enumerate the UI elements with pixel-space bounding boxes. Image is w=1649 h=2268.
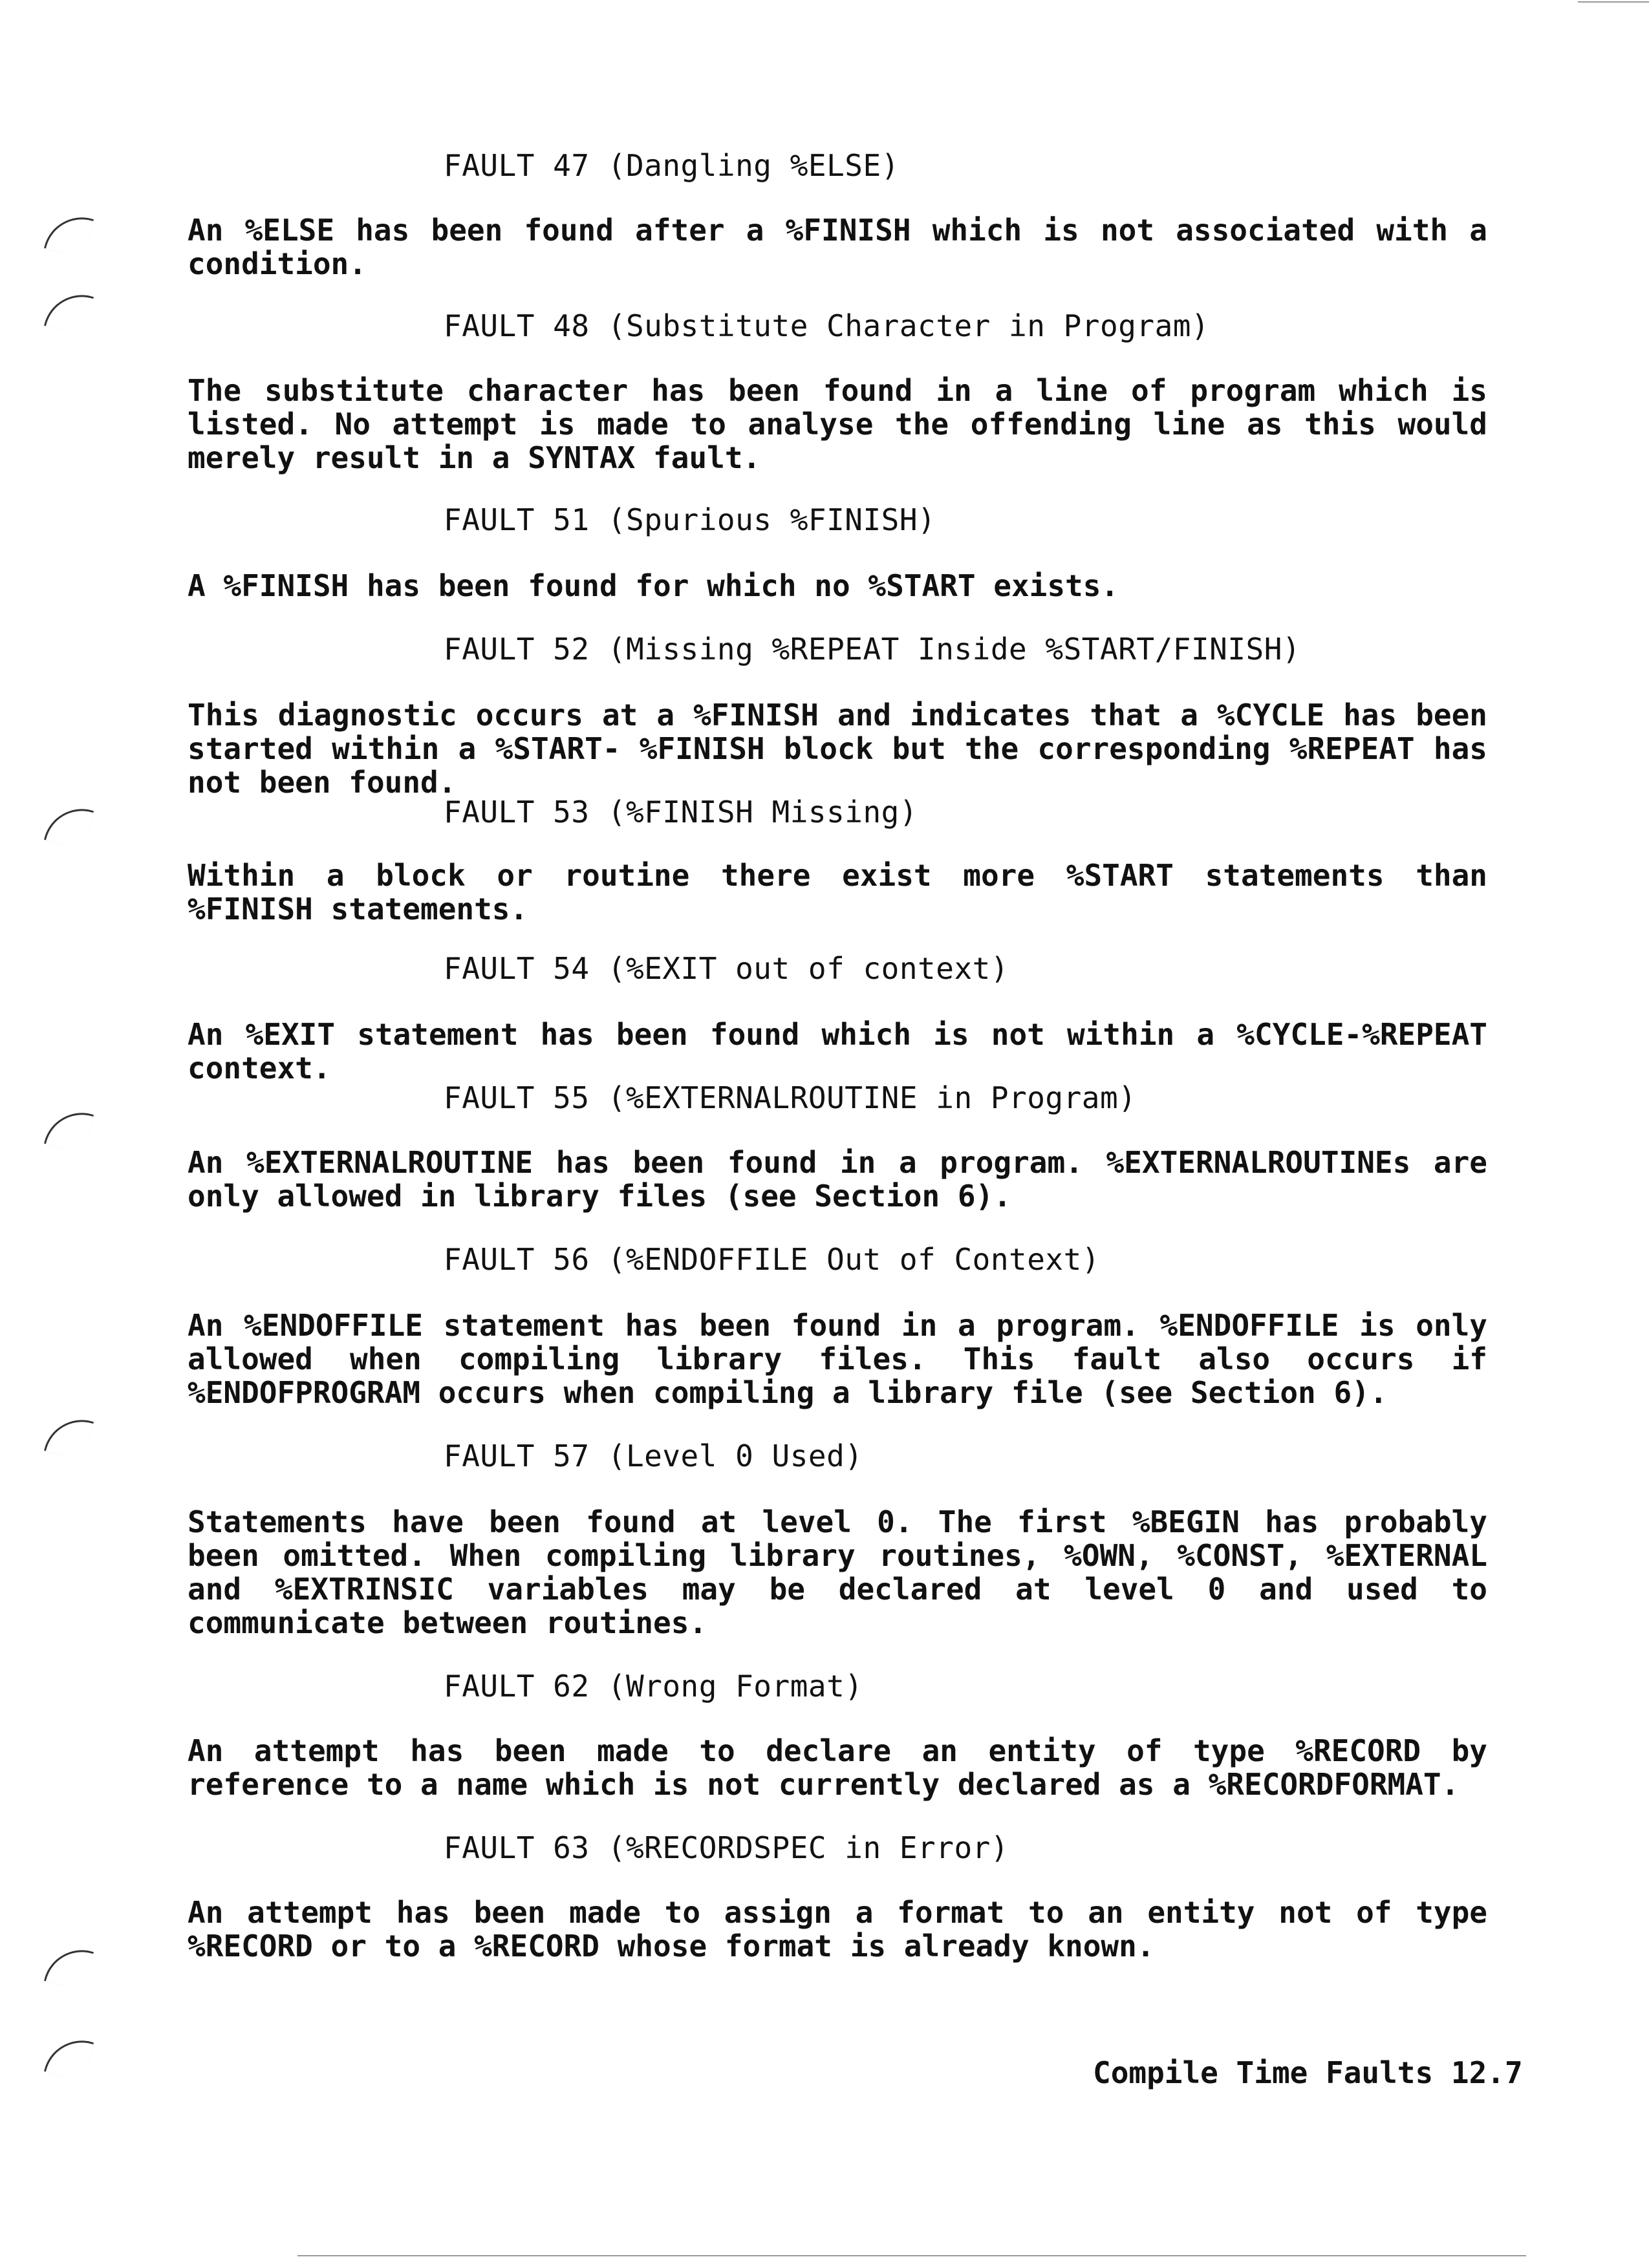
margin-mark	[44, 1104, 94, 1154]
fault-heading: FAULT 56 (%ENDOFFILE Out of Context)	[444, 1242, 1100, 1277]
fault-description: Statements have been found at level 0. The first %BEGIN has probably been omitted. When compiling library routines, %OWN, %CONST, %EXTERNAL and %EXTRINSIC variables may be declared at level 0 and used to communicate between routines.	[188, 1504, 1487, 1640]
fault-heading: FAULT 51 (Spurious %FINISH)	[444, 502, 936, 537]
fault-heading: FAULT 52 (Missing %REPEAT Inside %START/FINISH)	[444, 632, 1301, 667]
fault-heading: FAULT 55 (%EXTERNALROUTINE in Program)	[444, 1080, 1137, 1115]
margin-mark	[44, 800, 94, 850]
fault-description: This diagnostic occurs at a %FINISH and indicates that a %CYCLE has been started within a %START- %FINISH block but the corresponding %REPEAT has not been found.	[188, 698, 1487, 800]
bottom-edge-line	[297, 2255, 1526, 2256]
fault-heading: FAULT 62 (Wrong Format)	[444, 1669, 863, 1704]
fault-heading: FAULT 47 (Dangling %ELSE)	[444, 148, 900, 183]
margin-mark	[44, 1942, 94, 1991]
fault-description: An %EXTERNALROUTINE has been found in a program. %EXTERNALROUTINEs are only allowed in library files (see Section 6).	[188, 1145, 1487, 1214]
fault-heading: FAULT 48 (Substitute Character in Program)	[444, 308, 1210, 343]
page-footer: Compile Time Faults 12.7	[1093, 2055, 1523, 2090]
fault-description: An %ELSE has been found after a %FINISH which is not associated with a condition.	[188, 213, 1487, 281]
margin-mark	[44, 209, 94, 259]
fault-description: An attempt has been made to assign a format to an entity not of type %RECORD or to a %RECORD whose format is already known.	[188, 1895, 1487, 1963]
fault-description: An %ENDOFFILE statement has been found in a program. %ENDOFFILE is only allowed when compiling library files. This fault also occurs if %ENDOFPROGRAM occurs when compiling a library file (see Section 6).	[188, 1308, 1487, 1410]
fault-description: A %FINISH has been found for which no %START exists.	[188, 568, 1119, 603]
top-edge-line	[1578, 1, 1649, 3]
fault-heading: FAULT 54 (%EXIT out of context)	[444, 951, 1009, 986]
fault-description: The substitute character has been found in a line of program which is listed. No attempt is made to analyse the offending line as this would merely result in a SYNTAX fault.	[188, 373, 1487, 475]
fault-heading: FAULT 53 (%FINISH Missing)	[444, 795, 918, 829]
margin-mark	[44, 2032, 94, 2082]
fault-description: An %EXIT statement has been found which is not within a %CYCLE-%REPEAT context.	[188, 1017, 1487, 1086]
margin-mark	[44, 286, 94, 336]
fault-heading: FAULT 57 (Level 0 Used)	[444, 1439, 863, 1473]
fault-heading: FAULT 63 (%RECORDSPEC in Error)	[444, 1830, 1009, 1865]
fault-description: An attempt has been made to declare an entity of type %RECORD by reference to a name which is not currently declared as a %RECORDFORMAT.	[188, 1733, 1487, 1802]
fault-description: Within a block or routine there exist more %START statements than %FINISH statements.	[188, 858, 1487, 926]
margin-mark	[44, 1411, 94, 1461]
